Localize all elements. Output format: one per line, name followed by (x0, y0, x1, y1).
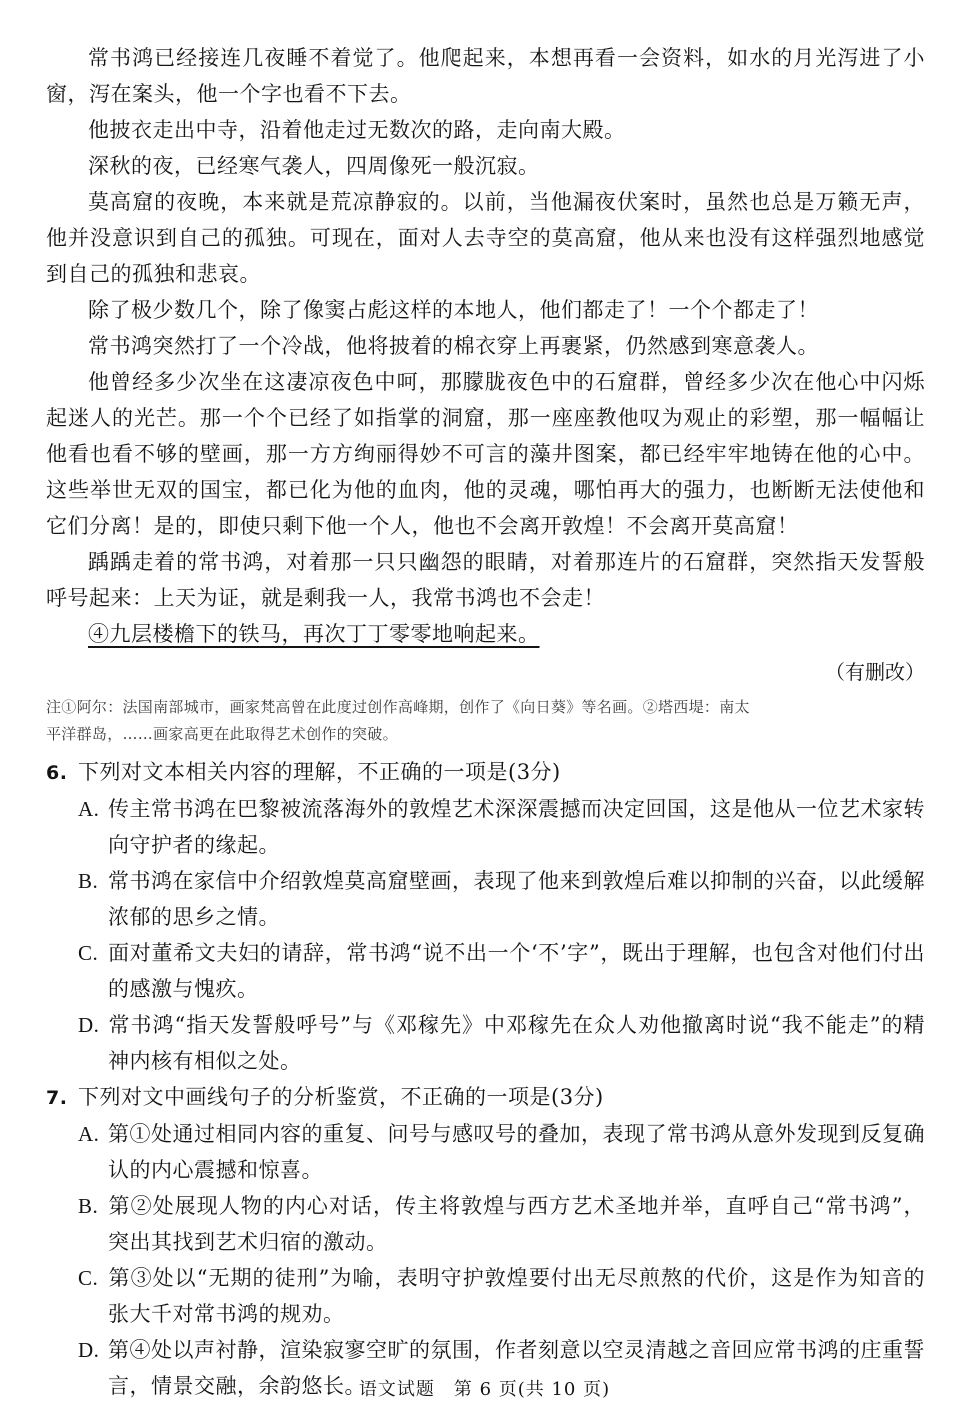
option-letter: A. (78, 1122, 100, 1146)
option-text: 传主常书鸿在巴黎被流落海外的敦煌艺术深深震撼而决定回国，这是他从一位艺术家转向守护者的缘起。 (108, 797, 925, 857)
option-letter: B. (78, 1194, 99, 1218)
option-b (78, 863, 925, 935)
question-6 (46, 754, 925, 1079)
question-stem (46, 754, 925, 791)
option-text: 第①处通过相同内容的重复、问号与感叹号的叠加，表现了常书鸿从意外发现到反复确认的内心震撼和惊喜。 (108, 1122, 925, 1182)
underlined-sentence: 九层楼檐下的铁马，再次丁丁零零地响起来。 (109, 622, 540, 646)
footnote-line: 注①阿尔：法国南部城市，画家梵高曾在此度过创作高峰期，创作了《向日葵》等名画。②塔西堤：南太 (46, 698, 750, 716)
passage-paragraph: 踽踽走着的常书鸿，对着那一只只幽怨的眼睛，对着那连片的石窟群，突然指天发誓般呼号起来：上天为证，就是剩我一人，我常书鸿也不会走！ (46, 550, 925, 610)
option-letter: D. (78, 1013, 100, 1037)
option-letter: D. (78, 1338, 100, 1362)
option-text: 常书鸿在家信中介绍敦煌莫高窟壁画，表现了他来到敦煌后难以抑制的兴奋，以此缓解浓郁的思乡之情。 (108, 869, 925, 929)
footnote (46, 694, 925, 748)
source-note: （有删改） (825, 660, 925, 684)
underlined-paragraph (46, 616, 925, 652)
question-stem-text: 下列对文中画线句子的分析鉴赏，不正确的一项是(3分) (78, 1085, 604, 1109)
underline-marker: ④ (88, 622, 110, 646)
option-a (78, 791, 925, 863)
passage (46, 40, 925, 690)
option-text: 常书鸿“指天发誓般呼号”与《邓稼先》中邓稼先在众人劝他撤离时说“我不能走”的精神内核有相似之处。 (108, 1013, 925, 1073)
passage-paragraph: 常书鸿突然打了一个冷战，他将披着的棉衣穿上再裹紧，仍然感到寒意袭人。 (88, 334, 819, 358)
option-text: 第④处以声衬静，渲染寂寥空旷的氛围，作者刻意以空灵清越之音回应常书鸿的庄重誓言，情景交融，余韵悠长。 (108, 1338, 925, 1398)
option-letter: C. (78, 941, 99, 965)
passage-paragraph: 莫高窟的夜晚，本来就是荒凉静寂的。以前，当他漏夜伏案时，虽然也总是万籁无声，他并没意识到自己的孤独。可现在，面对人去寺空的莫高窟，他从来也没有这样强烈地感觉到自己的孤独和悲哀。 (46, 190, 925, 286)
passage-paragraph: 除了极少数几个，除了像窦占彪这样的本地人，他们都走了！一个个都走了！ (88, 298, 819, 322)
option-text: 第②处展现人物的内心对话，传主将敦煌与西方艺术圣地并举，直呼自己“常书鸿”，突出其找到艺术归宿的激动。 (108, 1194, 925, 1254)
option-text: 第③处以“无期的徒刑”为喻，表明守护敦煌要付出无尽煎熬的代价，这是作为知音的张大千对常书鸿的规劝。 (108, 1266, 925, 1326)
question-7 (46, 1079, 925, 1404)
footnote-line: 平洋群岛，……画家高更在此取得艺术创作的突破。 (46, 725, 398, 743)
option-c (78, 935, 925, 1007)
question-number: 7. (46, 1087, 68, 1109)
option-a (78, 1116, 925, 1188)
question-stem-text: 下列对文本相关内容的理解，不正确的一项是(3分) (78, 760, 561, 784)
option-letter: C. (78, 1266, 99, 1290)
option-text: 面对董希文夫妇的请辞，常书鸿“说不出一个‘不’字”，既出于理解，也包含对他们付出的感激与愧疚。 (108, 941, 925, 1001)
option-d (78, 1007, 925, 1079)
option-c (78, 1260, 925, 1332)
option-b (78, 1188, 925, 1260)
passage-paragraph: 他曾经多少次坐在这凄凉夜色中呵，那朦胧夜色中的石窟群，曾经多少次在他心中闪烁起迷人的光芒。那一个个已经了如指掌的洞窟，那一座座教他叹为观止的彩塑，那一幅幅让他看也看不够的壁画，那一方方绚丽得妙不可言的藻井图案，都已经牢牢地铸在他的心中。这些举世无双的国宝，都已化为他的血肉，他的灵魂，哪怕再大的强力，也断断无法使他和它们分离！是的，即使只剩下他一个人，他也不会离开敦煌！不会离开莫高窟！ (46, 370, 925, 538)
passage-paragraph: 他披衣走出中寺，沿着他走过无数次的路，走向南大殿。 (88, 118, 626, 142)
option-letter: B. (78, 869, 99, 893)
passage-paragraph: 常书鸿已经接连几夜睡不着觉了。他爬起来，本想再看一会资料，如水的月光泻进了小窗，泻在案头，他一个字也看不下去。 (46, 46, 925, 106)
question-stem (46, 1079, 925, 1116)
question-number: 6. (46, 762, 68, 784)
page-footer: 语文试题 第 6 页(共 10 页) (358, 1379, 611, 1400)
option-letter: A. (78, 797, 100, 821)
passage-paragraph: 深秋的夜，已经寒气袭人，四周像死一般沉寂。 (88, 154, 540, 178)
